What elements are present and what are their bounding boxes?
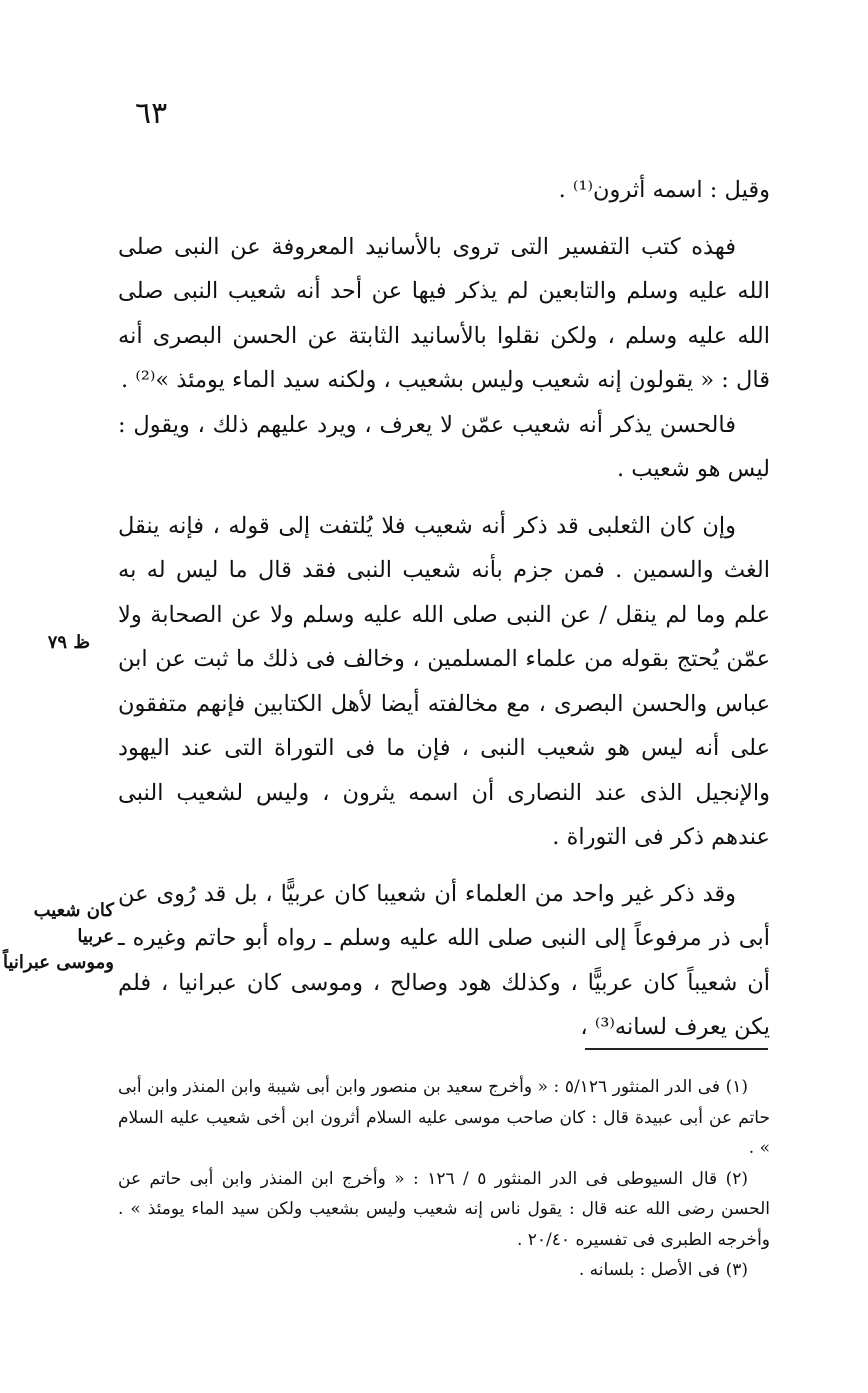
footnote-2: (٢) قال السيوطى فى الدر المنثور ٥ / ١٢٦ : « وأخرج ابن المنذر وابن أبى حاتم عن الحسن رضى الله عنه قال : يقول ناس إنه شعيب وليس بشعيب ولكن سيد الماء يومئذ » . وأخرجه الطبرى فى تفسيره ٢٠/٤٠ .	[118, 1168, 770, 1250]
manuscript-folio-note: ظ ٧٩	[47, 632, 90, 653]
paragraph-3: فالحسن يذكر أنه شعيب عمّن لا يعرف ، ويرد عليهم ذلك ، ويقول : ليس هو شعيب .	[118, 411, 770, 482]
paragraph-1: وقيل : اسمه أثرون⁽¹⁾ .	[558, 177, 770, 203]
footnotes	[118, 1072, 770, 1286]
main-text	[118, 168, 770, 1050]
page-number: ٦٣	[135, 96, 168, 131]
paragraph-2: فهذه كتب التفسير التى تروى بالأسانيد المعروفة عن النبى صلى الله عليه وسلم والتابعين لم يذكر فيها عن أحد أنه شعيب النبى صلى الله عليه وسلم ، ولكن نقلوا بالأسانيد الثابتة عن الحسن البصرى أنه قال : « يقولون إنه شعيب وليس بشعيب ، ولكنه سيد الماء يومئذ »⁽²⁾ .	[118, 233, 770, 393]
footnote-divider	[585, 1048, 768, 1050]
footnote-1: (١) فى الدر المنثور ٥/١٢٦ : « وأخرج سعيد بن منصور وابن أبى شيبة وابن المنذر وابن أبى حاتم عن أبى عبيدة قال : كان صاحب موسى عليه السلام أثرون ابن أخى شعيب عليه السلام » .	[118, 1077, 770, 1158]
topic-note-line-1: كان شعيب عربيا	[33, 900, 114, 947]
paragraph-5: وقد ذكر غير واحد من العلماء أن شعيبا كان عربيًّا ، بل قد رُوى عن أبى ذر مرفوعاً إلى النبى صلى الله عليه وسلم ـ رواه أبو حاتم وغيره ـ أن شعيباً كان عربيًّا ، وكذلك هود وصالح ، وموسى كان عبرانيا ، فلم يكن يعرف لسانه⁽³⁾ ،	[118, 880, 770, 1040]
paragraph-4: وإن كان الثعلبى قد ذكر أنه شعيب فلا يُلتفت إلى قوله ، فإنه ينقل الغث والسمين . فمن جزم بأنه شعيب النبى فقد قال ما ليس له به علم وما لم ينقل / عن النبى صلى الله عليه وسلم ولا عن الصحابة ولا عمّن يُحتج بقوله من علماء المسلمين ، وخالف فى ذلك ما ثبت عن ابن عباس والحسن البصرى ، مع مخالفته أيضا لأهل الكتابين فإنهم متفقون على أنه ليس هو شعيب النبى ، فإن ما فى التوراة التى عند اليهود والإنجيل الذى عند النصارى أن اسمه يثرون ، وليس لشعيب النبى عندهم ذكر فى التوراة .	[118, 512, 770, 850]
footnote-3: (٣) فى الأصل : بلسانه .	[578, 1260, 748, 1280]
topic-margin-note	[2, 898, 114, 976]
topic-note-line-2: وموسى عبرانياً	[2, 952, 114, 973]
